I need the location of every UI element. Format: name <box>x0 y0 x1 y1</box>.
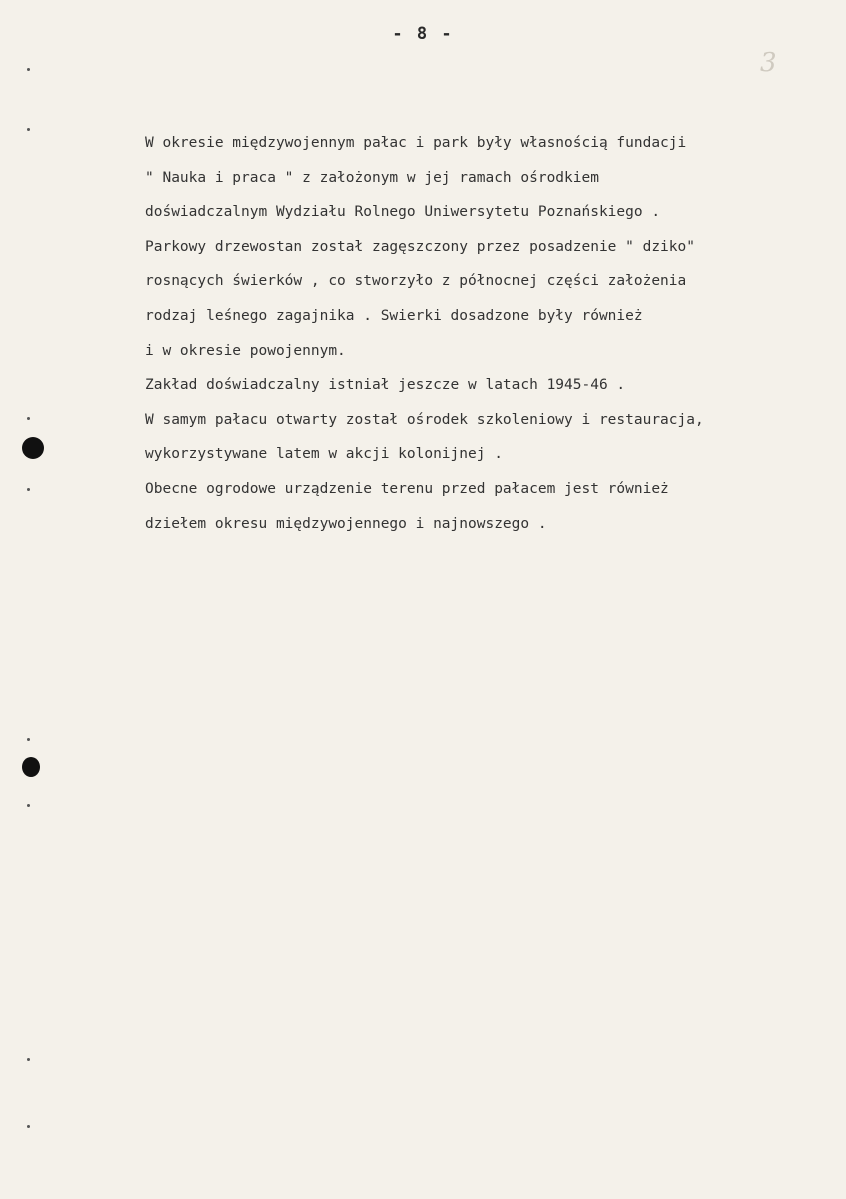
typed-body-text <box>145 126 825 541</box>
margin-speck <box>27 488 30 491</box>
margin-speck <box>27 68 30 71</box>
margin-speck <box>27 1058 30 1061</box>
text-line: dziełem okresu międzywojennego i najnowszego . <box>145 515 547 532</box>
punch-hole-bottom <box>22 757 40 777</box>
text-line: Zakład doświadczalny istniał jeszcze w latach 1945-46 . <box>145 377 626 394</box>
text-line: Obecne ogrodowe urządzenie terenu przed pałacem jest również <box>145 480 669 497</box>
margin-speck <box>27 128 30 131</box>
text-line: i w okresie powojennym. <box>145 342 346 359</box>
pencil-margin-mark: 3 <box>760 48 777 78</box>
text-line: rodzaj leśnego zagajnika . Swierki dosadzone były również <box>145 307 643 324</box>
margin-speck <box>27 1125 30 1128</box>
punch-hole-top <box>22 437 44 459</box>
text-line: " Nauka i praca " z założonym w jej ramach ośrodkiem <box>145 169 599 186</box>
text-line: W samym pałacu otwarty został ośrodek szkoleniowy i restauracja, <box>145 411 704 428</box>
margin-speck <box>27 738 30 741</box>
margin-speck <box>27 417 30 420</box>
text-line: rosnących świerków , co stworzyło z północnej części założenia <box>145 273 687 290</box>
text-line: Parkowy drzewostan został zagęszczony przez posadzenie " dziko" <box>145 238 695 255</box>
margin-speck <box>27 804 30 807</box>
text-line: wykorzystywane latem w akcji kolonijnej . <box>145 446 503 463</box>
page-number: - 8 - <box>392 24 454 44</box>
text-line: W okresie międzywojennym pałac i park były własnością fundacji <box>145 135 687 151</box>
text-line: doświadczalnym Wydziału Rolnego Uniwersytetu Poznańskiego . <box>145 204 661 221</box>
